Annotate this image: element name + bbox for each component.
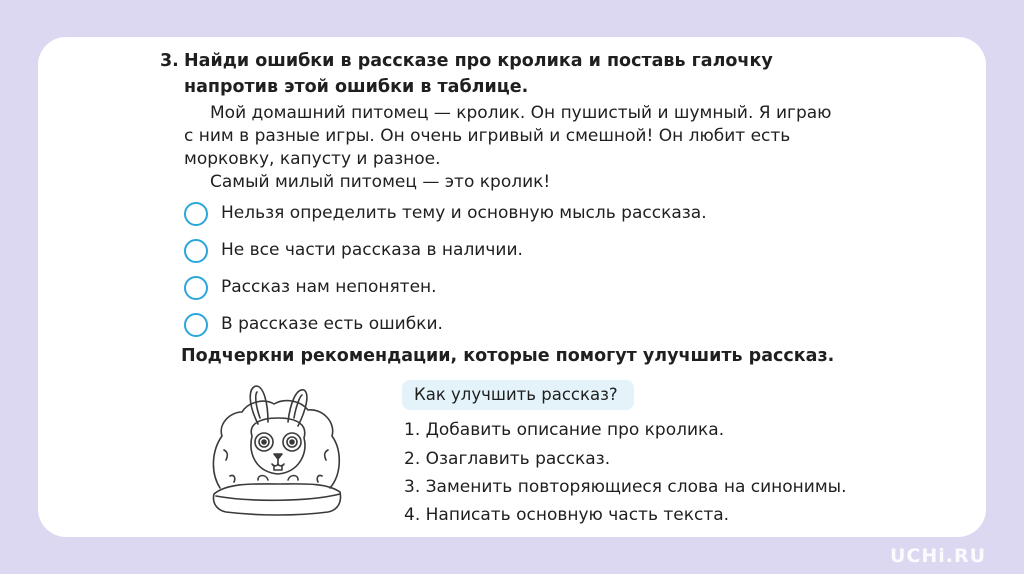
option-label: Рассказ нам непонятен.	[221, 277, 437, 297]
recommendation-item[interactable]: 4. Написать основную часть текста.	[404, 505, 730, 525]
option-label: В рассказе есть ошибки.	[221, 314, 443, 334]
instruction-text: Подчеркни рекомендации, которые помогут улучшить рассказ.	[181, 346, 835, 366]
rabbit-illustration-icon	[208, 380, 348, 520]
checkbox-circle-icon[interactable]	[184, 313, 208, 337]
task-number: 3.	[160, 51, 179, 71]
watermark-logo: UCHi.RU	[890, 545, 987, 567]
recommendation-item[interactable]: 3. Заменить повторяющиеся слова на синонимы.	[404, 477, 847, 497]
checkbox-circle-icon[interactable]	[184, 239, 208, 263]
checkbox-circle-icon[interactable]	[184, 276, 208, 300]
recommendations-header-badge	[402, 380, 634, 410]
task-title-line-2: напротив этой ошибки в таблице.	[184, 77, 529, 97]
task-title-line-1: Найди ошибки в рассказе про кролика и поставь галочку	[184, 51, 773, 71]
recommendations-header: Как улучшить рассказ?	[414, 385, 618, 404]
story-line-4: Самый милый питомец — это кролик!	[210, 172, 551, 192]
story-line-2: с ним в разные игры. Он очень игривый и смешной! Он любит есть	[184, 126, 791, 146]
option-label: Нельзя определить тему и основную мысль рассказа.	[221, 203, 707, 223]
recommendation-item[interactable]: 2. Озаглавить рассказ.	[404, 449, 611, 469]
story-line-3: морковку, капусту и разное.	[184, 149, 441, 169]
recommendation-item[interactable]: 1. Добавить описание про кролика.	[404, 420, 725, 440]
checkbox-circle-icon[interactable]	[184, 202, 208, 226]
option-label: Не все части рассказа в наличии.	[221, 240, 523, 260]
story-line-1: Мой домашний питомец — кролик. Он пушистый и шумный. Я играю	[210, 103, 832, 123]
